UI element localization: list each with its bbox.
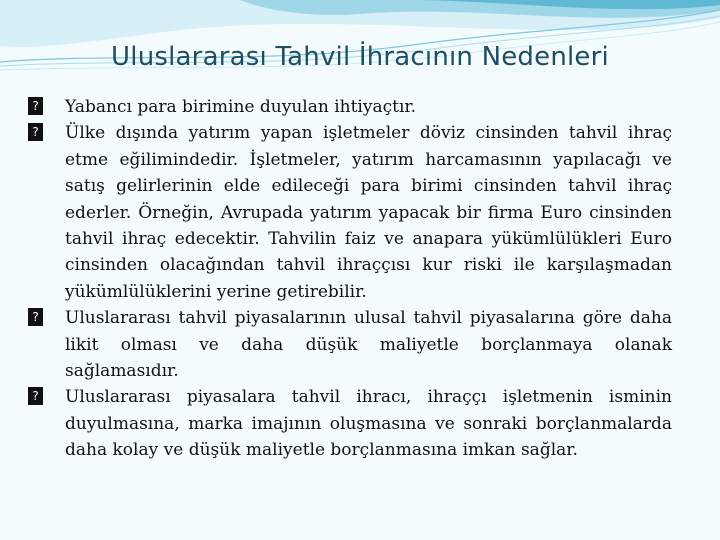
bullet-list [28, 94, 672, 464]
bullet-marker-icon: ? [28, 97, 43, 115]
bullet-text: Ülke dışında yatırım yapan işletmeler döviz cinsinden tahvil ihraç etme eğilimindedir. İşletmeler, yatırım harcamasının yapılacağı ve satış gelirlerinin elde edileceği para birimi cinsinden tahvil ihraç ederler. Örneğin, Avrupada yatırım yapacak bir firma Euro cinsinden tahvil ihraç edecektir. Tahvilin faiz ve anapara yükümlülükleri Euro cinsinden olacağından tahvil ihraççısı kur riski ile karşılaşmadan yükümlülüklerini yerine getirebilir. [65, 123, 672, 302]
bullet-item [28, 94, 672, 120]
bullet-item [28, 120, 672, 305]
bullet-marker-icon: ? [28, 308, 43, 326]
bullet-marker-icon: ? [28, 387, 43, 405]
bullet-item [28, 384, 672, 463]
slide-title: Uluslararası Tahvil İhracının Nedenleri [111, 42, 609, 72]
bullet-item [28, 305, 672, 384]
bullet-text: Uluslararası piyasalara tahvil ihracı, ihraççı işletmenin isminin duyulmasına, marka imajının oluşmasına ve sonraki borçlanmalarda daha kolay ve düşük maliyetle borçlanmasına imkan sağlar. [65, 387, 672, 461]
bullet-text: Yabancı para birimine duyulan ihtiyaçtır. [65, 97, 417, 117]
bullet-text: Uluslararası tahvil piyasalarının ulusal tahvil piyasalarına göre daha likit olması ve daha düşük maliyetle borçlanmaya olanak sağlamasıdır. [65, 308, 672, 382]
bullet-marker-icon: ? [28, 123, 43, 141]
